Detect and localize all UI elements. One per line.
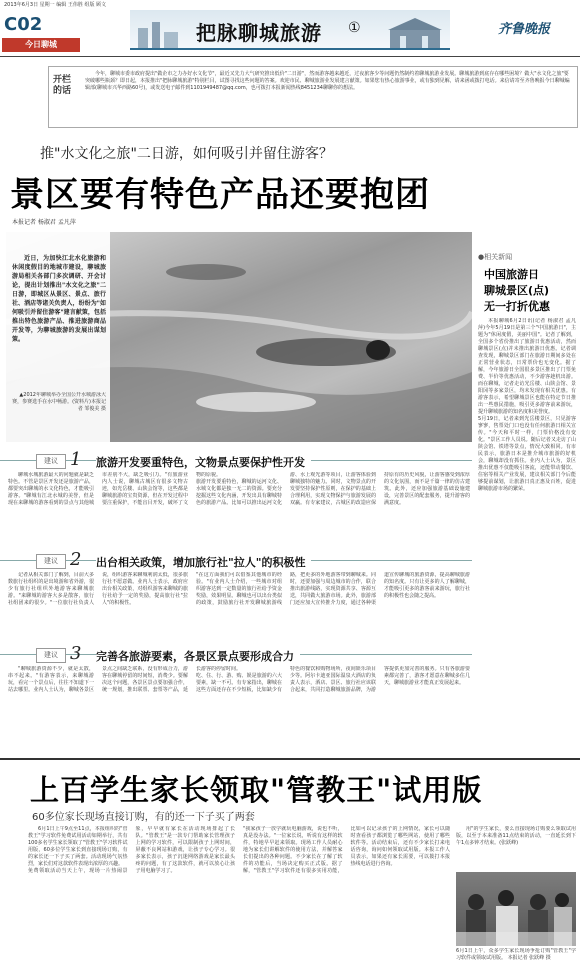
section-2-text: 记者从相关部门了解到，目前大多数旅行社组织的是出境游和省外游，很少有旅行社组织外地游客来聊城旅游。"来聊城的游客大多是散客，旅行社组团来的很少。"一位旅行社负责人说，组织游客来聊城利润太低，很多旅行社不愿意做。业内人士表示，政府应出台相关政策，对组织游客来聊城的旅行社给予一定的奖励，提高旅行社"拉人"的积极性。 "在这方面我们可以借鉴其他城市的经验。"有业内人士介绍，一些城市对组织游客达到一定数量的旅行社给予资金奖励，效果明显。聊城也可以出台类似的政策，鼓励旅行社开发聊城旅游线路，把更多的外地游客带到聊城来。同时，还要加强与周边城市的合作，联合推出旅游线路，实现资源共享、客源互送，共同做大旅游市场。此外，旅游部门还应加大宣传推介力度，通过各种渠道宣传聊城的旅游资源，提高聊城旅游的知名度。只有让更多的人了解聊城，才能吸引更多的游客前来游玩，旅行社的积极性也会随之提高。 — [8, 572, 470, 606]
article-divider — [0, 758, 580, 760]
sidebar — [478, 254, 578, 754]
photo-caption: ▲2012年聊城举办全国公开水城游泳大赛，参赛选手在水中畅游。(资料片)本报记者 邹俊美 摄 — [12, 392, 106, 412]
article1-lead: 近日，为加快江北水化旅游和休闲度假目的地城市建设，聊城旅游局相关各部门多次调研、开会讨论，提出计划推出"水文化之旅"二日游，即城区从景区、景点、旅行社、酒店等诸关负责人，纷纷为"如何吸引并留住游客"建言献策，包括推出特色旅游产品、推进旅游商品开发等，为聊城旅游的发展出谋划策。 — [12, 255, 106, 343]
section-1-number: 1 — [70, 449, 82, 470]
article1-headline: 景区要有特色产品还要抱团 — [10, 175, 430, 215]
sidebar-title-2: 聊城景区(点) — [484, 284, 550, 297]
section-2-title: 出台相关政策，增加旅行社"拉人"的积极性 — [96, 554, 311, 570]
section-3-header — [0, 643, 472, 664]
article2-text: 6月1日上午9点至11点，本报组织的"管教王"学习软件免费试用活动如期举行，共有100多名学生家长领取了"管教王"学习软件试用版，60多位学生家长到直接现场订购，有的家长还一下子买了两套。活动现场气氛热烈，家长们对这款软件表现出浓厚的兴趣。 免费领取活动当天上午，现场一片热闹景象，早早就有家长在活动现场排起了长队。"管教王"是一款专门帮助家长管理孩子上网的学习软件，可以限制孩子上网时间，屏蔽不良网站和游戏，让孩子专心学习。很多家长表示，孩子沉迷网络游戏是家长最头疼的问题，有了这款软件，就可以放心让孩子用电脑学习了。 "我家孩子一放学就玩电脑游戏，说也不听，真是没办法。"一位家长说，听说有这样的软件，特地早早赶来领取。现场工作人员耐心地为家长们讲解软件的使用方法，并解答家长们提出的各种问题。不少家长在了解了软件的功能后，当场决定购买正式版。据了解，"管教王"学习软件还有很多实用功能，比如可以记录孩子的上网情况，家长可以随时查看孩子都浏览了哪些网站，使用了哪些软件等。活动结束后，还有不少家长打来电话咨询，询问如何领取试用版。本报工作人员表示，如果还有家长需要，可以拨打本报热线电话进行咨询。 — [28, 826, 450, 874]
section-3-text: "聊城旅游资源不少，就是太散，串不起来。"有游客表示，来聊城游玩，看完一个景点后，往往不知道下一站去哪里。业内人士认为，聊城各景区景点之间缺乏联系，没有形成合力，游客在聊城停留的时间短，消费少。要解决这个问题，各景区景点要加强合作，统一规划，推出联票、套票等产品，延长游客的停留时间。 吃、住、行、游、购、娱是旅游的六大要素，缺一不可。有专家指出，聊城在这些方面还存在不少短板，比如缺少有特色的餐饮和购物场所，夜间娱乐项目少等。阿尔卡迪亚国际温泉大酒店的负责人表示，酒店、景区、旅行社应该联合起来，共同打造聊城旅游品牌，为游客提供更加完善的服务。只有各旅游要素都完善了，游客才愿意在聊城多住几天，聊城旅游业才能真正发展起来。 — [8, 666, 470, 693]
article2-contact: 用"的学生家长，要么直接现场订购要么领取试用版，以至于本来准备11点结束的活动，一直延长到下午1点多钟才结束。(张跃峰) — [456, 826, 576, 846]
intro-label: 开栏的话 — [53, 75, 72, 96]
section-2-header — [0, 549, 472, 570]
parents-photo — [456, 872, 576, 946]
parents-photo-caption: 6月1日上午，众多学生家长现场争抢订购"管教王"学习软件或领取试用版。 本报记者 张跃峰 摄 — [456, 948, 576, 961]
column-tab: 今日聊城 — [2, 38, 80, 52]
page-code: C02 — [4, 14, 43, 35]
section-1-title: 旅游开发要重特色，文物景点要保护性开发 — [96, 454, 311, 470]
article2-headline: 上百学生家长领取"管教王"试用版 — [30, 773, 483, 807]
special-title: 把脉聊城旅游 — [196, 21, 322, 45]
section-1-tag: 建议 — [36, 454, 66, 469]
special-number: ① — [348, 20, 361, 36]
intro-box — [48, 66, 578, 128]
section-1-text: 聊城水城旅游最大的问题就是缺乏特色。不管是景区开发还是旅游产品，都要突出聊城的水文化特色，才能吸引游客。"聊城有江北水城的美誉，但是现在来聊城的游客看到的景点与其他城市差别不大，缺乏吸引力。"有旅游业内人士说，聊城古城区有很多文物古迹，如光岳楼、山陕会馆等，这些都是聊城旅游的宝贵资源，但在开发过程中要注重保护，不能盲目开发，破坏了文物的原貌。 旅游开发要重特色，聊城的运河文化、水城文化都是独一无二的资源。要充分挖掘这些文化内涵，开发出具有聊城特色的旅游产品。比如可以推出运河文化游、水上观光游等项目，让游客体验到聊城独特的魅力。同时，文物景点的开发要坚持保护性原则，在保护的基础上合理利用，实现文物保护与旅游发展的双赢。有专家建议，古城区的改造应保持原有的历史风貌，让游客感受到浓厚的文化氛围，而不是千篇一律的仿古建筑。此外，还应加强旅游基础设施建设，完善景区的配套服务，提升游客的满意度。 — [8, 472, 470, 506]
section-3-number: 3 — [70, 643, 82, 664]
sidebar-tag: ●相关新闻 — [478, 253, 513, 261]
paper-name: 齐鲁晚报 — [498, 22, 551, 37]
section-3-title: 完善各旅游要素，各景区景点要形成合力 — [96, 648, 300, 664]
sidebar-title-1: 中国旅游日 — [484, 268, 539, 281]
article2-subhead: 60多位家长现场直接订购，有的还一下子买了两套 — [32, 812, 255, 823]
crowd-image-icon — [456, 872, 576, 946]
masthead — [0, 0, 580, 62]
special-banner — [130, 10, 450, 50]
intro-text: 今年，聊城市委市政府提出"做企市之力办好水文化节"，最近又先力大气研究推出低价"二日游"，然而游客越来越近，过夜旅客少等问题仍然制约着聊城旅游业发展。聊城旅游到底存在哪些困境？做大"水文化之旅"要突破哪些瓶颈？即日起，本报推出"把脉聊城旅游"特别栏目，试图寻找这些问题的答案。欢迎市民、聊城旅游业发展建言献策。如果您有热心旅游事业，或有独到见解，请来函或拨打电话。来信请寄至齐鲁晚报今日聊城编辑部(聊城市兴华西路60号)，或发送电子邮件到1101949487@qq.com，也可拨打本报新闻热线8451234聊聊你的想法。 — [85, 71, 570, 91]
article1-kicker: 推"水文化之旅"二日游，如何吸引并留住游客？ — [40, 146, 333, 162]
sidebar-body: 本报聊城6月2日讯(记者 杨淑君 孟凡萍)今年5月19日是第三个"中国旅游日"，主题为"休闲度假，美丽中国"。记者了解到，全国多个省份推出了旅游日优惠活动，然而聊城景区(点)并未推出旅游日优惠。记者调查发现，聊城景区部门在旅游日期间多处在正常营业状态，日常票价也无变化。据了解，今年旅游日全国很多景区推出了门票免费、半价等优惠活动，不少游客趁机出游。而在聊城，记者走访光岳楼、山陕会馆、景阳冈等多家景区，均未发现有相关优惠。有游客表示，希望聊城景区也能在特定节日推出一些惠民措施，吸引更多游客前来游玩，提升聊城旅游的知名度和美誉度。 5月19日，记者来到光岳楼景区，只见游客寥寥，售票处门口也没有任何旅游日相关宣传。"今天和平时一样，门票价格没有变化。"景区工作人员说。随后记者又走访了山陕会馆、铁塔等景点，情况大致相同。有市民表示，旅游日本是推介城市旅游的好机会，聊城却没有抓住。业内人士认为，景区推出优惠不仅能吸引客流，还能带动餐饮、住宿等相关产业发展，建议相关部门今后能够提前谋划，让旅游日真正惠及百姓，促进聊城旅游市场的繁荣。 — [478, 318, 576, 492]
swimming-photo — [6, 232, 472, 442]
masthead-rule — [0, 56, 580, 57]
section-2-tag: 建议 — [36, 554, 66, 569]
issue-date: 2013年6月3日 星期一 编辑 王伟胜 组版 顾文 — [4, 2, 107, 8]
section-2-number: 2 — [70, 549, 82, 570]
section-3-tag: 建议 — [36, 648, 66, 663]
article1-byline: 本报记者 杨淑君 孟凡萍 — [12, 219, 76, 226]
lead-box — [6, 232, 110, 442]
section-1-header — [0, 449, 472, 470]
sidebar-title-3: 无一打折优惠 — [484, 300, 550, 313]
